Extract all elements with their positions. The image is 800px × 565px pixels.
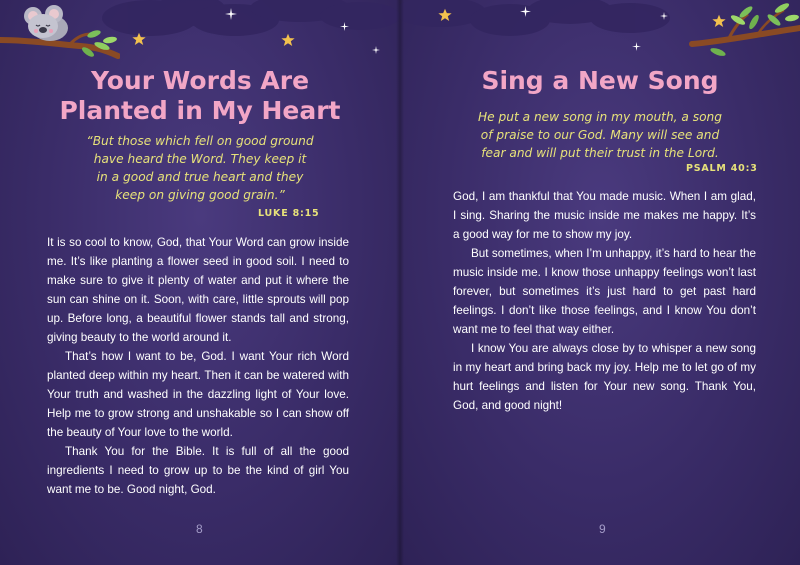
star-icon (438, 8, 452, 22)
sparkle-icon (225, 8, 237, 20)
verse-reference: PSALM 40:3 (686, 163, 758, 174)
verse-line: have heard the Word. They keep it (93, 152, 307, 166)
paragraph: God, I am thankful that You made music. When I am glad, I sing. Sharing the music inside me makes me happy. It’s a good way for me to show my joy. (453, 190, 756, 241)
paragraph: I know You are always close by to whisper a new song in my heart and bring back my joy. Help me to let go of my hurt feelings and listen for Your new song. Thank You, God, and good night! (453, 342, 756, 412)
paragraph: That’s how I want to be, God. I want Your rich Word planted deep within my heart. Then it can be watered with Your truth and washed in the dazzling light of Your love. Help me to grow strong and unshakable so I can show off the beauty of Your love to the world. (47, 350, 349, 439)
page-title: Sing a New Song (481, 66, 719, 95)
scripture-verse (420, 108, 780, 162)
star-icon (281, 33, 295, 47)
scripture-verse (20, 132, 380, 204)
sparkle-icon (520, 6, 531, 17)
koala-on-branch-illustration (0, 0, 120, 64)
sparkle-icon (632, 42, 641, 51)
paragraph: But sometimes, when I’m unhappy, it’s hard to hear the music inside me. I know those unhappy feelings won’t last forever, but sometimes it’s just hard to get past hard feelings. I don’t like those feelings, and I know You don’t want me to feel that way either. (453, 247, 756, 336)
sparkle-icon (372, 46, 380, 54)
prayer-text (453, 187, 756, 415)
page-title-line: Your Words Are (90, 66, 310, 95)
paragraph: Thank You for the Bible. It is full of all the good ingredients I need to grow up to be the kind of girl You want me to be. Good night, God. (47, 445, 349, 496)
eucalyptus-branch-illustration (688, 0, 800, 60)
star-icon (132, 32, 146, 46)
verse-line: He put a new song in my mouth, a song (477, 110, 723, 124)
verse-line: in a good and true heart and they (96, 170, 304, 184)
book-gutter (396, 0, 404, 565)
prayer-text (47, 233, 349, 499)
sparkle-icon (340, 22, 349, 31)
verse-line: of praise to our God. Many will see and (480, 128, 720, 142)
paragraph: It is so cool to know, God, that Your Word can grow inside me. It’s like planting a flower seed in good soil. I need to make sure to give it plenty of water and put it where the sun can shine on it. Soon, with care, little sprouts will pop up. Before long, a beautiful flower stands tall and strong, giving beauty to the world around it. (47, 236, 349, 344)
page-title (0, 66, 400, 126)
right-page (400, 0, 800, 565)
verse-reference: LUKE 8:15 (258, 208, 320, 219)
page-title-line: Planted in My Heart (59, 96, 341, 125)
sparkle-icon (660, 12, 668, 20)
verse-line: fear and will put their trust in the Lord. (481, 146, 719, 160)
page-number: 8 (196, 522, 203, 536)
verse-line: “But those which fell on good ground (86, 134, 314, 148)
verse-line: keep on giving good grain.” (115, 188, 285, 202)
page-number: 9 (599, 522, 606, 536)
star-icon (712, 14, 726, 28)
